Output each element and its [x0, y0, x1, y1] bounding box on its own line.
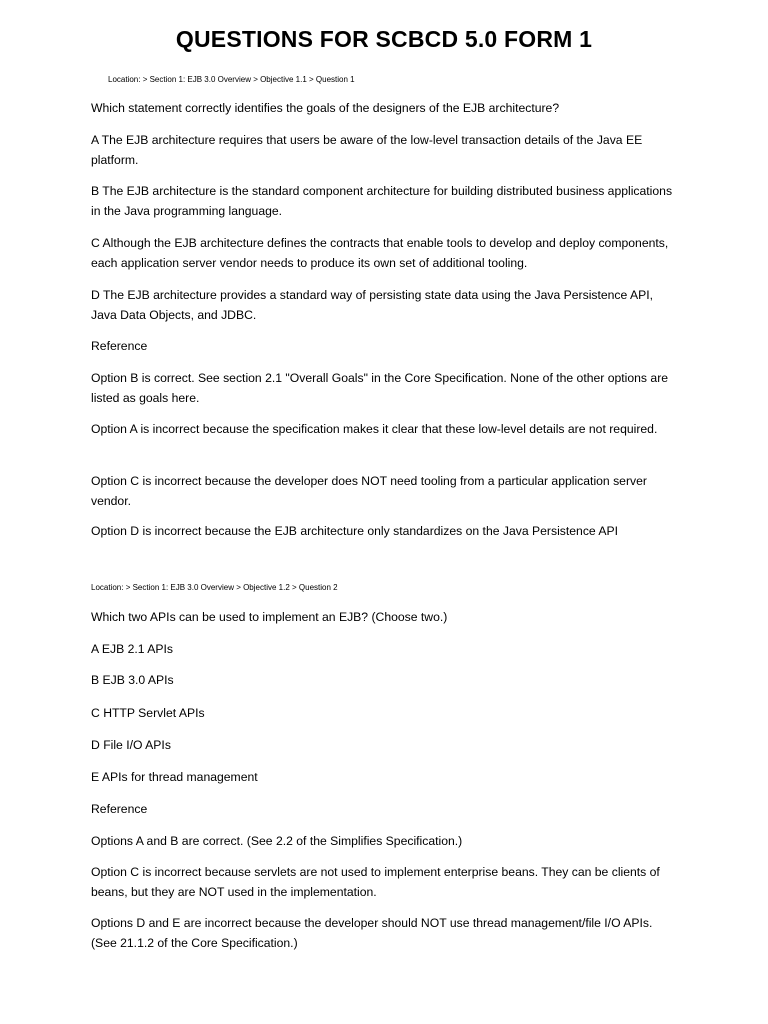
question-2-option-c: C HTTP Servlet APIs — [91, 706, 205, 720]
question-2-explanation-ab: Options A and B are correct. (See 2.2 of the Simplifies Specification.) — [91, 834, 463, 848]
question-2-location: Location: > Section 1: EJB 3.0 Overview > Objective 1.2 > Question 2 — [91, 583, 338, 592]
page-title: QUESTIONS FOR SCBCD 5.0 FORM 1 — [175, 26, 593, 52]
question-1-option-b: B The EJB architecture is the standard component architecture for building distributed business applications in the Java programming language. — [91, 184, 673, 218]
question-2-explanation-de: Options D and E are incorrect because the developer should NOT use thread management/file I/O APIs. (See 21.1.2 of the Core Specification.) — [91, 916, 653, 950]
question-2-option-d: D File I/O APIs — [91, 738, 171, 752]
question-1-option-c: C Although the EJB architecture defines the contracts that enable tools to develop and deploy components, each application server vendor needs to produce its own set of additional tooling. — [91, 236, 669, 270]
question-1-explanation-a: Option A is incorrect because the specification makes it clear that these low-level details are not required. — [91, 422, 658, 436]
question-1-location: Location: > Section 1: EJB 3.0 Overview > Objective 1.1 > Question 1 — [108, 75, 355, 84]
question-1-reference-label: Reference — [91, 339, 148, 353]
question-2-explanation-c: Option C is incorrect because servlets are not used to implement enterprise beans. They can be clients of beans, but they are NOT used in the implementation. — [91, 865, 660, 899]
question-2-option-a: A EJB 2.1 APIs — [91, 642, 173, 656]
question-2-text: Which two APIs can be used to implement an EJB? (Choose two.) — [91, 610, 448, 624]
question-2-option-b: B EJB 3.0 APIs — [91, 673, 174, 687]
question-2-option-e: E APIs for thread management — [91, 770, 258, 784]
question-2-reference-label: Reference — [91, 802, 148, 816]
question-1-option-d: D The EJB architecture provides a standard way of persisting state data using the Java Persistence API, Java Data Objects, and JDBC. — [91, 288, 654, 322]
question-1-text: Which statement correctly identifies the goals of the designers of the EJB architecture? — [91, 101, 560, 115]
question-1-explanation-b: Option B is correct. See section 2.1 "Overall Goals" in the Core Specification. None of the other options are listed as goals here. — [91, 371, 669, 405]
question-1-option-a: A The EJB architecture requires that users be aware of the low-level transaction details of the Java EE platform. — [91, 133, 643, 167]
question-1-explanation-d: Option D is incorrect because the EJB architecture only standardizes on the Java Persistence API — [91, 524, 619, 538]
question-1-explanation-c: Option C is incorrect because the developer does NOT need tooling from a particular application server vendor. — [91, 474, 647, 508]
